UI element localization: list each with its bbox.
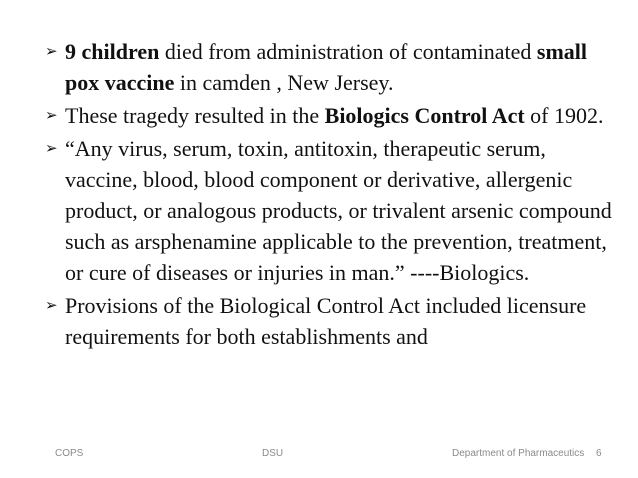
text-segment: of 1902. [524, 103, 604, 128]
page-number: 6 [596, 448, 602, 459]
bullet-list [45, 36, 615, 354]
arrow-bullet-icon: ➢ [45, 139, 58, 157]
footer-department-text: Department of Pharmaceutics [452, 448, 585, 459]
footer-center-text: DSU [262, 448, 284, 459]
bullet-text [65, 100, 615, 131]
footer-left-text: COPS [55, 448, 84, 459]
arrow-bullet-icon: ➢ [45, 296, 58, 314]
text-segment: Provisions of the Biological Control Act included licensure requirements for both establishments and [65, 293, 587, 349]
arrow-bullet-icon: ➢ [45, 106, 58, 124]
text-segment: in camden , New Jersey. [174, 70, 394, 95]
text-segment: These tragedy resulted in the [65, 103, 325, 128]
bullet-item [45, 100, 615, 131]
bold-text: Biologics Control Act [324, 103, 525, 128]
bullet-item [45, 290, 615, 352]
bullet-item [45, 36, 615, 98]
text-segment: “Any virus, serum, toxin, antitoxin, therapeutic serum, vaccine, blood, blood component or derivative, allergenic product, or analogous products, or trivalent arsenic compound such as arsphenamine applicable to the prevention, treatment, or cure of diseases or injuries in man.” ----Biologics. [65, 136, 612, 285]
text-segment: died from administration of contaminated [159, 39, 537, 64]
arrow-bullet-icon: ➢ [45, 42, 58, 60]
bold-text: 9 children [65, 39, 160, 64]
bold-text: small pox vaccine [65, 39, 588, 95]
bullet-item [45, 133, 615, 288]
slide-footer [0, 448, 638, 464]
bullet-text [65, 290, 615, 352]
bullet-text [65, 36, 615, 98]
bullet-text [65, 133, 615, 288]
